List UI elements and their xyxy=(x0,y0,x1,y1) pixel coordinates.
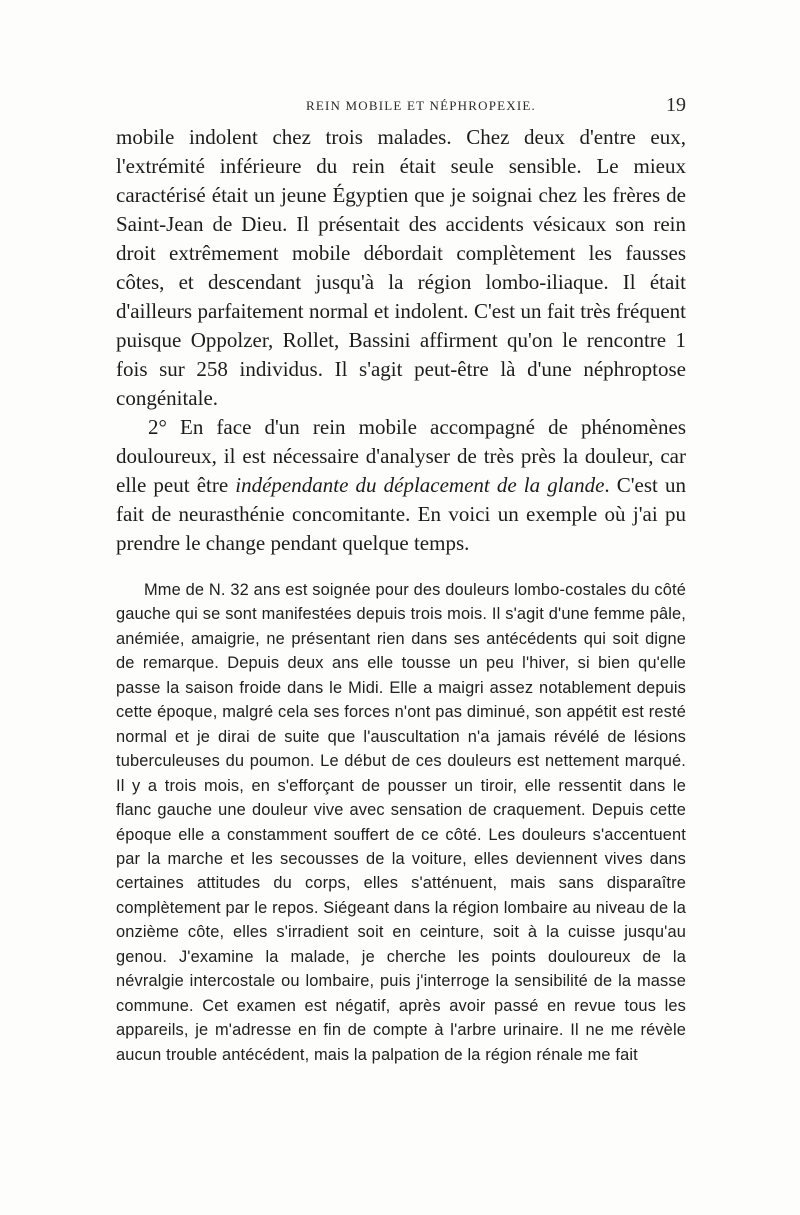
paragraph-point-2-end: . C'est un fait de neurasthénie concomitante. En voici un exemple où j'ai pu prendre le change pendant quelque temps. xyxy=(116,473,686,555)
case-report-indent xyxy=(116,581,144,599)
case-report-text xyxy=(116,578,686,1067)
paragraph-continuation: mobile indolent chez trois malades. Chez deux d'entre eux, l'extrémité inférieure du rein était seule sensible. Le mieux caractérisé était un jeune Égyptien que je soignai chez les frères de Saint-Jean de Dieu. Il présentait des accidents vésicaux son rein droit extrêmement mobile débordait complètement les fausses côtes, et descendant jusqu'à la région lombo-iliaque. Il était d'ailleurs parfaitement normal et indolent. C'est un fait très fréquent puisque Oppolzer, Rollet, Bassini affirment qu'on le rencontre 1 fois sur 258 individus. Il s'agit peut-être là d'une néphroptose congénitale. xyxy=(116,125,686,410)
main-text xyxy=(116,123,686,558)
page-number: 19 xyxy=(666,94,686,116)
running-title: REIN MOBILE ET NÉPHROPEXIE. xyxy=(305,98,537,113)
paragraph-point-2-start: 2° En face d'un rein mobile accompagné de phénomènes douloureux, il est nécessaire d'analyser de très près la douleur, car elle peut être xyxy=(116,415,686,497)
paragraph-point-2 xyxy=(116,413,686,558)
running-head xyxy=(116,94,686,124)
paragraph-point-2-italic: indépendante du déplacement de la glande xyxy=(235,473,605,497)
case-report-block xyxy=(116,578,686,1067)
case-report-body: Mme de N. 32 ans est soignée pour des douleurs lombo-costales du côté gauche qui se sont manifestées depuis trois mois. Il s'agit d'une femme pâle, anémiée, amaigrie, ne présentant rien dans ses antécédents qui soit digne de remarque. Depuis deux ans elle tousse un peu l'hiver, si bien qu'elle passe la saison froide dans le Midi. Elle a maigri assez notablement depuis cette époque, malgré cela ses forces n'ont pas diminué, son appétit est resté normal et je dirai de suite que l'auscultation n'a jamais révélé de lésions tuberculeuses du poumon. Le début de ces douleurs est nettement marqué. Il y a trois mois, en s'efforçant de pousser un tiroir, elle ressentit dans le flanc gauche une douleur vive avec sensation de craquement. Depuis cette époque elle a constamment souffert de ce côté. Les douleurs s'accentuent par la marche et les secousses de la voiture, elles deviennent vives dans certaines attitudes du corps, elles s'atténuent, mais sans disparaître complètement par le repos. Siégeant dans la région lombaire au niveau de la onzième côte, elles s'irradient soit en ceinture, soit à la cuisse jusqu'au genou. J'examine la malade, je cherche les points douloureux de la névralgie intercostale ou lombaire, puis j'interroge la sensibilité de la masse commune. Cet examen est négatif, après avoir passé en revue tous les appareils, je m'adresse en fin de compte à l'arbre urinaire. Il ne me révèle aucun trouble antécédent, mais la palpation de la région rénale me fait xyxy=(116,581,686,1064)
